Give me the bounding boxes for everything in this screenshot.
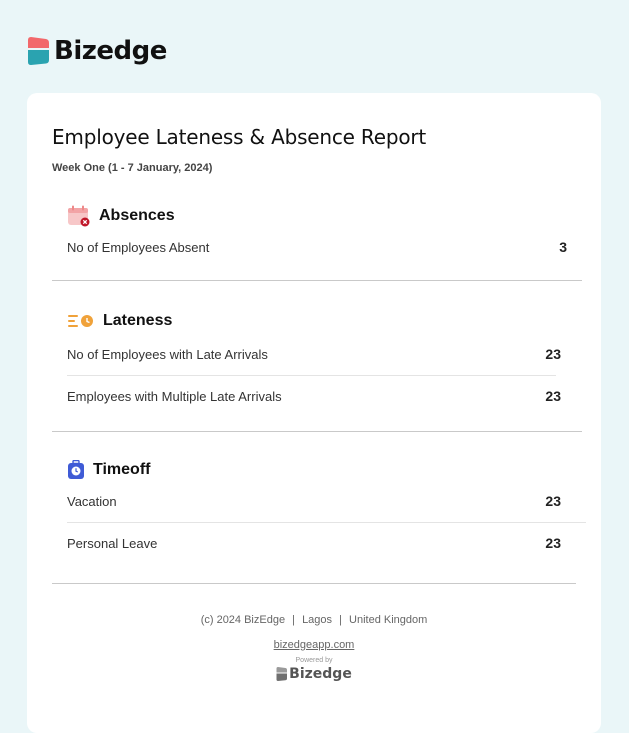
brand-logo xyxy=(27,36,167,66)
row-label: Employees with Multiple Late Arrivals xyxy=(67,388,282,404)
row-label: No of Employees Absent xyxy=(67,239,210,255)
timeoff-header xyxy=(67,460,150,480)
timeoff-row xyxy=(67,493,561,509)
powered-by-text: Powered by xyxy=(295,657,333,664)
row-label: No of Employees with Late Arrivals xyxy=(67,346,268,362)
row-value: 3 xyxy=(559,239,567,255)
report-title: Employee Lateness & Absence Report xyxy=(52,125,427,149)
bizedge-logo-icon xyxy=(27,36,49,66)
clock-lines-icon xyxy=(67,313,95,329)
footer-brand-name: Bizedge xyxy=(289,666,352,682)
report-period: Week One (1 - 7 January, 2024) xyxy=(52,162,213,174)
row-divider xyxy=(67,375,556,376)
row-label: Personal Leave xyxy=(67,535,158,551)
lateness-header xyxy=(67,312,172,330)
divider xyxy=(52,431,582,432)
footer-brand xyxy=(27,666,601,687)
lateness-row xyxy=(67,388,561,404)
row-value: 23 xyxy=(545,535,561,551)
divider xyxy=(52,583,576,584)
row-value: 23 xyxy=(545,493,561,509)
calendar-x-icon xyxy=(67,205,91,227)
absences-row xyxy=(67,239,567,255)
row-label: Vacation xyxy=(67,493,117,509)
row-value: 23 xyxy=(545,388,561,404)
report-card xyxy=(27,93,601,733)
footer-country: United Kingdom xyxy=(349,614,428,626)
lateness-title: Lateness xyxy=(103,312,173,329)
row-value: 23 xyxy=(545,346,561,362)
lateness-row xyxy=(67,346,561,362)
divider xyxy=(52,280,582,281)
footer xyxy=(27,614,601,687)
footer-address: (c) 2024 BizEdge | Lagos | United Kingdom xyxy=(200,614,428,626)
brand-name: Bizedge xyxy=(54,36,167,66)
bizedge-logo-small-icon xyxy=(276,666,287,682)
row-divider xyxy=(67,522,586,523)
footer-website-link[interactable]: bizedgeapp.com xyxy=(273,639,355,651)
timeoff-row xyxy=(67,535,561,551)
absences-header xyxy=(67,205,175,227)
footer-city: Lagos xyxy=(302,614,333,626)
absences-title: Absences xyxy=(99,207,175,224)
timeoff-title: Timeoff xyxy=(93,461,151,478)
footer-copyright: (c) 2024 BizEdge xyxy=(200,614,286,626)
suitcase-clock-icon xyxy=(67,460,85,480)
